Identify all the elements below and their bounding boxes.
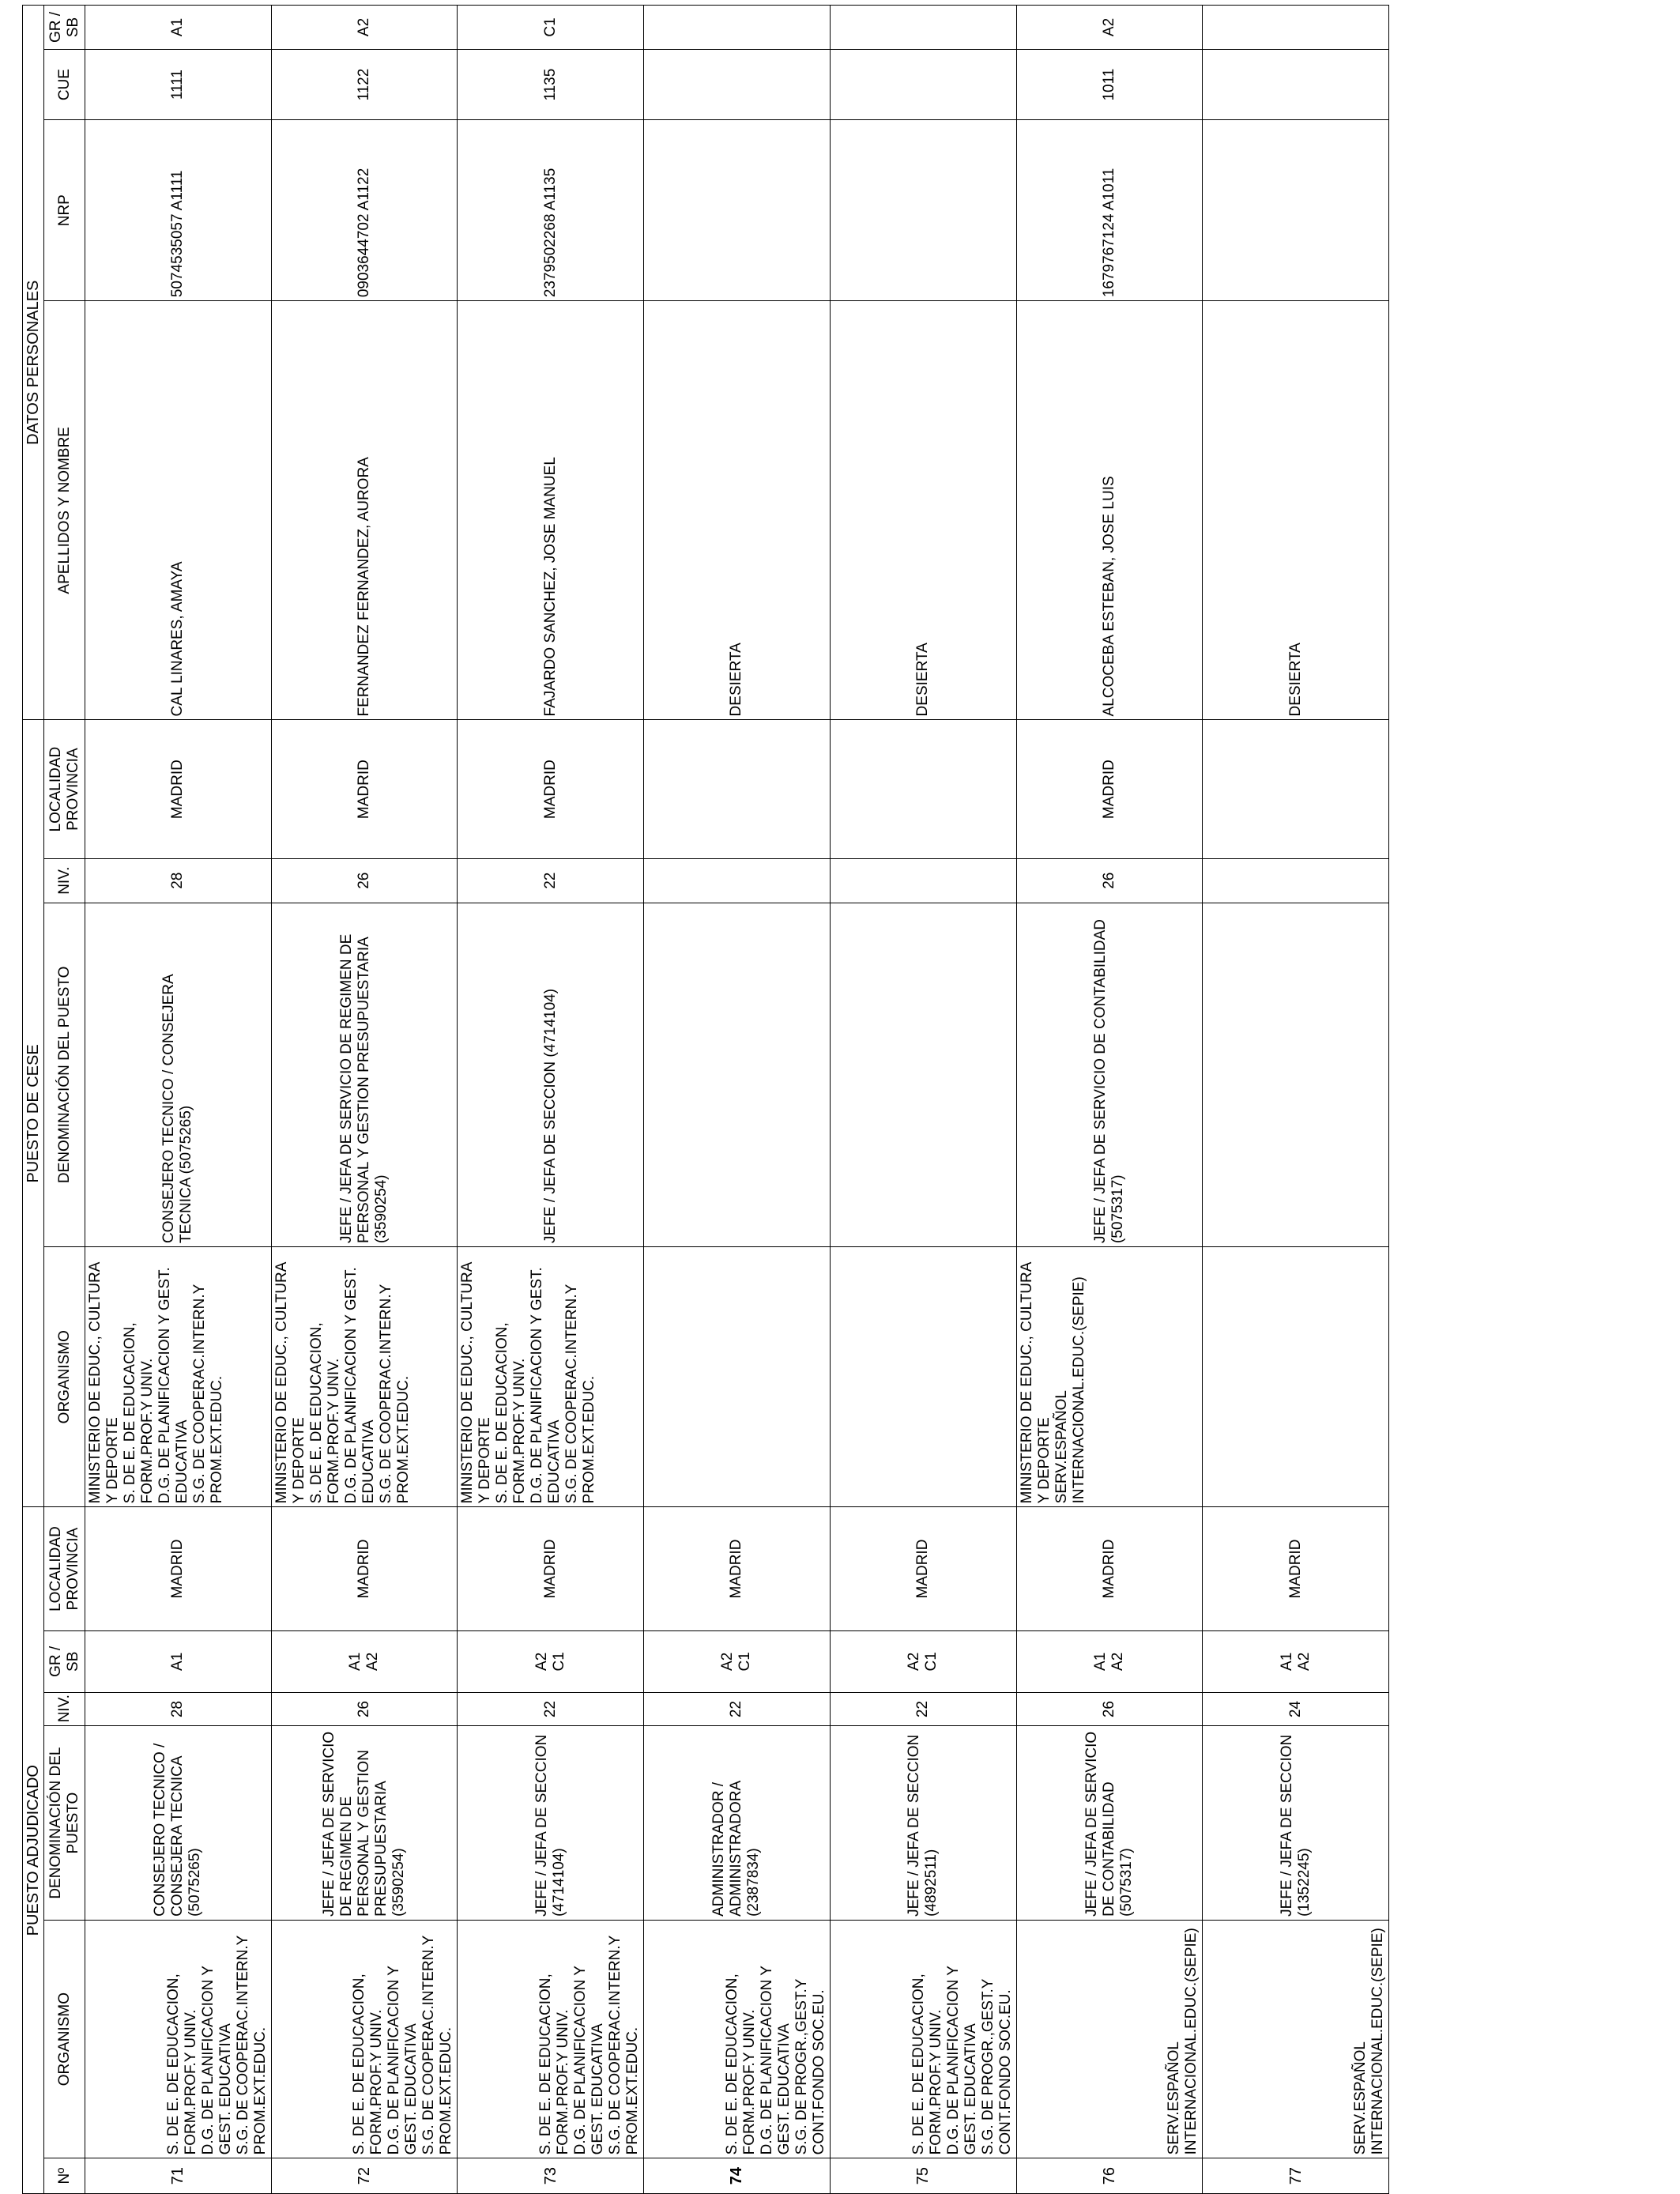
gr-sb-cell: A1 A2	[271, 1630, 458, 1692]
col-header-nrp: NRP	[44, 120, 85, 301]
denominacion-cese-cell: JEFE / JEFA DE SERVICIO DE REGIMEN DE PERSONAL Y GESTION PRESUPUESTARIA (3590254)	[271, 903, 458, 1246]
niv-cell: 22	[830, 1692, 1016, 1725]
denominacion-cese-cell: JEFE / JEFA DE SECCION (4714104)	[458, 903, 644, 1246]
localidad-cell: MADRID	[1016, 1507, 1203, 1630]
localidad-cese-cell: MADRID	[458, 720, 644, 858]
localidad-cell: MADRID	[644, 1507, 831, 1630]
col-header-denominacion-cese: DENOMINACIÓN DEL PUESTO	[44, 903, 85, 1246]
cue-cell	[830, 49, 1016, 119]
organismo-cese-cell: MINISTERIO DE EDUC., CULTURA Y DEPORTE S. DE E. DE EDUCACION, FORM.PROF.Y UNIV. D.G. DE PLANIFICACION Y GEST. EDUCATIVA S.G. DE COOPERAC.INTERN.Y PROM.EXT.EDUC.	[271, 1247, 458, 1507]
niv-cell: 28	[85, 1692, 272, 1725]
denominacion-cell: ADMINISTRADOR / ADMINISTRADORA (2387834)	[644, 1726, 831, 1921]
localidad-cese-cell	[1203, 720, 1389, 858]
denominacion-cell: JEFE / JEFA DE SECCION (4892511)	[830, 1726, 1016, 1921]
apellidos-cell: CAL LINARES, AMAYA	[85, 301, 272, 720]
apellidos-cell: FAJARDO SANCHEZ, JOSE MANUEL	[458, 301, 644, 720]
col-header-organismo-cese: ORGANISMO	[44, 1247, 85, 1507]
row-number: 77	[1203, 2158, 1389, 2194]
row-number: 74	[644, 2158, 831, 2194]
apellidos-cell: DESIERTA	[1203, 301, 1389, 720]
row-number: 71	[85, 2158, 272, 2194]
gr-sb-personal-cell: A1	[85, 6, 272, 50]
niv-cese-cell: 22	[458, 858, 644, 903]
gr-sb-personal-cell: A2	[1016, 6, 1203, 50]
nrp-cell: 1679767124 A1011	[1016, 120, 1203, 301]
nrp-cell: 0903644702 A1122	[271, 120, 458, 301]
gr-sb-personal-cell: A2	[271, 6, 458, 50]
localidad-cese-cell	[644, 720, 831, 858]
organismo-cell: S. DE E. DE EDUCACION, FORM.PROF.Y UNIV. D.G. DE PLANIFICACION Y GEST. EDUCATIVA S.G. DE COOPERAC.INTERN.Y PROM.EXT.EDUC.	[85, 1920, 272, 2158]
apellidos-cell: DESIERTA	[644, 301, 831, 720]
gr-sb-cell: A2 C1	[644, 1630, 831, 1692]
group-header-personales: DATOS PERSONALES	[23, 6, 44, 720]
cue-cell: 1011	[1016, 49, 1203, 119]
table-row	[644, 6, 831, 2194]
apellidos-cell: FERNANDEZ FERNANDEZ, AURORA	[271, 301, 458, 720]
denominacion-cese-cell	[1203, 903, 1389, 1246]
organismo-cell: S. DE E. DE EDUCACION, FORM.PROF.Y UNIV. D.G. DE PLANIFICACION Y GEST. EDUCATIVA S.G. DE PROGR.,GEST.Y CONT.FONDO SOC.EU.	[644, 1920, 831, 2158]
organismo-cese-cell: MINISTERIO DE EDUC., CULTURA Y DEPORTE SERV.ESPAÑOL INTERNACIONAL.EDUC.(SEPIE)	[1016, 1247, 1203, 1507]
organismo-cell: SERV.ESPAÑOL INTERNACIONAL.EDUC.(SEPIE)	[1016, 1920, 1203, 2158]
row-number: 76	[1016, 2158, 1203, 2194]
organismo-cese-cell	[1203, 1247, 1389, 1507]
denominacion-cese-cell	[830, 903, 1016, 1246]
gr-sb-personal-cell	[1203, 6, 1389, 50]
col-header-cue: CUE	[44, 49, 85, 119]
localidad-cell: MADRID	[85, 1507, 272, 1630]
denominacion-cese-cell: CONSEJERO TECNICO / CONSEJERA TECNICA (5075265)	[85, 903, 272, 1246]
table-row	[1203, 6, 1389, 2194]
col-header-apellidos: APELLIDOS Y NOMBRE	[44, 301, 85, 720]
niv-cese-cell: 28	[85, 858, 272, 903]
niv-cell: 26	[1016, 1692, 1203, 1725]
nrp-cell: 5074535057 A1111	[85, 120, 272, 301]
row-number: 73	[458, 2158, 644, 2194]
table-row	[830, 6, 1016, 2194]
nrp-cell	[830, 120, 1016, 301]
localidad-cese-cell: MADRID	[1016, 720, 1203, 858]
localidad-cell: MADRID	[271, 1507, 458, 1630]
gr-sb-personal-cell: C1	[458, 6, 644, 50]
denominacion-cese-cell: JEFE / JEFA DE SERVICIO DE CONTABILIDAD (5075317)	[1016, 903, 1203, 1246]
gr-sb-cell: A2 C1	[830, 1630, 1016, 1692]
denominacion-cell: JEFE / JEFA DE SERVICIO DE CONTABILIDAD (5075317)	[1016, 1726, 1203, 1921]
niv-cese-cell	[830, 858, 1016, 903]
niv-cell: 22	[458, 1692, 644, 1725]
gr-sb-personal-cell	[644, 6, 831, 50]
gr-sb-cell: A2 C1	[458, 1630, 644, 1692]
col-header-denominacion: DENOMINACIÓN DEL PUESTO	[44, 1726, 85, 1921]
table-row	[85, 6, 272, 2194]
group-header-cese: PUESTO DE CESE	[23, 720, 44, 1507]
gr-sb-cell: A1	[85, 1630, 272, 1692]
organismo-cese-cell: MINISTERIO DE EDUC., CULTURA Y DEPORTE S. DE E. DE EDUCACION, FORM.PROF.Y UNIV. D.G. DE PLANIFICACION Y GEST. EDUCATIVA S.G. DE COOPERAC.INTERN.Y PROM.EXT.EDUC.	[458, 1247, 644, 1507]
organismo-cese-cell	[644, 1247, 831, 1507]
niv-cese-cell: 26	[271, 858, 458, 903]
organismo-cell: S. DE E. DE EDUCACION, FORM.PROF.Y UNIV. D.G. DE PLANIFICACION Y GEST. EDUCATIVA S.G. DE PROGR.,GEST.Y CONT.FONDO SOC.EU.	[830, 1920, 1016, 2158]
apellidos-cell: ALCOCEBA ESTEBAN, JOSE LUIS	[1016, 301, 1203, 720]
niv-cell: 24	[1203, 1692, 1389, 1725]
cue-cell: 1111	[85, 49, 272, 119]
organismo-cese-cell: MINISTERIO DE EDUC., CULTURA Y DEPORTE S. DE E. DE EDUCACION, FORM.PROF.Y UNIV. D.G. DE PLANIFICACION Y GEST. EDUCATIVA S.G. DE COOPERAC.INTERN.Y PROM.EXT.EDUC.	[85, 1247, 272, 1507]
gr-sb-cell: A1 A2	[1016, 1630, 1203, 1692]
localidad-cell: MADRID	[458, 1507, 644, 1630]
gr-sb-personal-cell	[830, 6, 1016, 50]
niv-cese-cell	[1203, 858, 1389, 903]
cue-cell: 1122	[271, 49, 458, 119]
cue-cell: 1135	[458, 49, 644, 119]
nrp-cell	[1203, 120, 1389, 301]
localidad-cese-cell	[830, 720, 1016, 858]
denominacion-cell: JEFE / JEFA DE SECCION (1352245)	[1203, 1726, 1389, 1921]
denominacion-cese-cell	[644, 903, 831, 1246]
niv-cell: 26	[271, 1692, 458, 1725]
table-row	[1016, 6, 1203, 2194]
row-number: 75	[830, 2158, 1016, 2194]
organismo-cell: S. DE E. DE EDUCACION, FORM.PROF.Y UNIV. D.G. DE PLANIFICACION Y GEST. EDUCATIVA S.G. DE COOPERAC.INTERN.Y PROM.EXT.EDUC.	[271, 1920, 458, 2158]
table-row	[271, 6, 458, 2194]
apellidos-cell: DESIERTA	[830, 301, 1016, 720]
col-header-localidad: LOCALIDAD PROVINCIA	[44, 1507, 85, 1630]
localidad-cell: MADRID	[830, 1507, 1016, 1630]
localidad-cese-cell: MADRID	[85, 720, 272, 858]
col-header-num: Nº	[44, 2158, 85, 2194]
nrp-cell: 2379502268 A1135	[458, 120, 644, 301]
col-header-localidad-cese: LOCALIDAD PROVINCIA	[44, 720, 85, 858]
col-header-gr-sb-personal: GR / SB	[44, 6, 85, 50]
col-header-niv-cese: NIV.	[44, 858, 85, 903]
organismo-cell: S. DE E. DE EDUCACION, FORM.PROF.Y UNIV. D.G. DE PLANIFICACION Y GEST. EDUCATIVA S.G. DE COOPERAC.INTERN.Y PROM.EXT.EDUC.	[458, 1920, 644, 2158]
denominacion-cell: JEFE / JEFA DE SERVICIO DE REGIMEN DE PERSONAL Y GESTION PRESUPUESTARIA (3590254)	[271, 1726, 458, 1921]
adjudication-table	[22, 5, 1389, 2194]
cue-cell	[644, 49, 831, 119]
cue-cell	[1203, 49, 1389, 119]
niv-cell: 22	[644, 1692, 831, 1725]
table-row	[458, 6, 644, 2194]
denominacion-cell: JEFE / JEFA DE SECCION (4714104)	[458, 1726, 644, 1921]
col-header-gr-sb: GR / SB	[44, 1630, 85, 1692]
row-number: 72	[271, 2158, 458, 2194]
organismo-cese-cell	[830, 1247, 1016, 1507]
organismo-cell: SERV.ESPAÑOL INTERNACIONAL.EDUC.(SEPIE)	[1203, 1920, 1389, 2158]
col-header-niv: NIV.	[44, 1692, 85, 1725]
rotated-page	[22, 5, 1389, 2194]
niv-cese-cell	[644, 858, 831, 903]
localidad-cese-cell: MADRID	[271, 720, 458, 858]
gr-sb-cell: A1 A2	[1203, 1630, 1389, 1692]
group-header-adjudicado: PUESTO ADJUDICADO	[23, 1507, 44, 2194]
localidad-cell: MADRID	[1203, 1507, 1389, 1630]
col-header-organismo: ORGANISMO	[44, 1920, 85, 2158]
nrp-cell	[644, 120, 831, 301]
denominacion-cell: CONSEJERO TECNICO / CONSEJERA TECNICA (5075265)	[85, 1726, 272, 1921]
niv-cese-cell: 26	[1016, 858, 1203, 903]
